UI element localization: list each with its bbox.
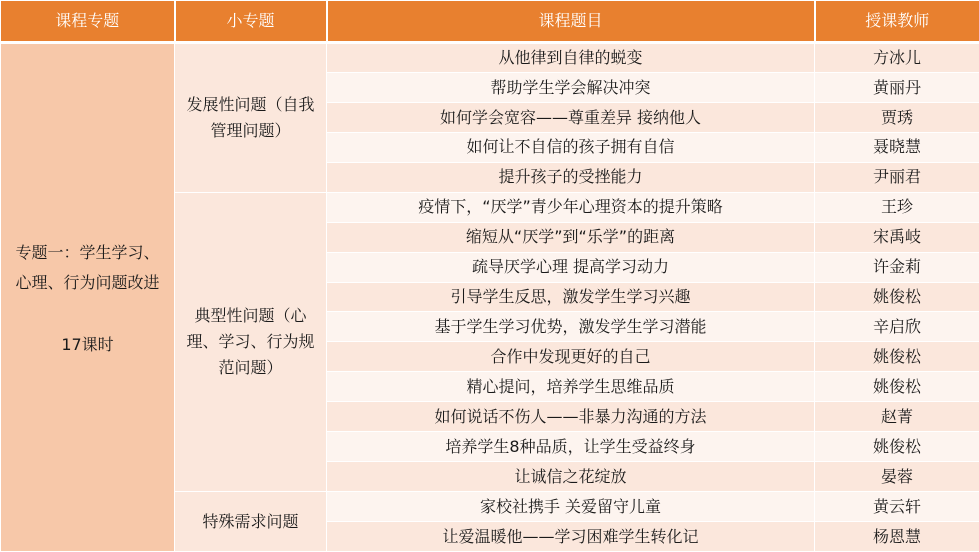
course-title: 家校社携手 关爱留守儿童 — [327, 492, 815, 522]
course-title: 如何让不自信的孩子拥有自信 — [327, 132, 815, 162]
course-title: 精心提问，培养学生思维品质 — [327, 372, 815, 402]
subtopic-cell — [175, 43, 327, 193]
subtopic-cell — [175, 192, 327, 491]
course-teacher: 姚俊松 — [815, 432, 979, 462]
topic-cell — [1, 43, 175, 552]
course-teacher: 姚俊松 — [815, 372, 979, 402]
course-teacher: 黄丽丹 — [815, 72, 979, 102]
subtopic-name: 典型性问题（心理、学习、行为规范问题） — [186, 305, 315, 377]
course-teacher: 赵菁 — [815, 402, 979, 432]
course-teacher: 尹丽君 — [815, 162, 979, 192]
course-title: 帮助学生学会解决冲突 — [327, 72, 815, 102]
course-teacher: 贾琇 — [815, 102, 979, 132]
topic-name: 专题一：学生学习、心理、行为问题改进 — [15, 242, 160, 292]
course-title: 让爱温暖他——学习困难学生转化记 — [327, 522, 815, 552]
course-teacher: 聂晓慧 — [815, 132, 979, 162]
topic-hours: 17课时 — [61, 334, 114, 354]
course-title: 基于学生学习优势，激发学生学习潜能 — [327, 312, 815, 342]
course-teacher: 方冰儿 — [815, 43, 979, 73]
course-title: 缩短从“厌学”到“乐学”的距离 — [327, 222, 815, 252]
course-teacher: 姚俊松 — [815, 342, 979, 372]
header-row — [1, 1, 979, 43]
table-body — [1, 43, 979, 552]
course-title: 疫情下，“厌学”青少年心理资本的提升策略 — [327, 192, 815, 222]
subtopic-cell — [175, 492, 327, 552]
course-title: 提升孩子的受挫能力 — [327, 162, 815, 192]
header-topic: 课程专题 — [1, 1, 175, 43]
header-title: 课程题目 — [327, 1, 815, 43]
course-teacher: 宋禹岐 — [815, 222, 979, 252]
course-teacher: 辛启欣 — [815, 312, 979, 342]
course-title: 培养学生8种品质，让学生受益终身 — [327, 432, 815, 462]
course-teacher: 姚俊松 — [815, 282, 979, 312]
course-title: 让诚信之花绽放 — [327, 462, 815, 492]
course-title: 合作中发现更好的自己 — [327, 342, 815, 372]
course-title: 如何学会宽容——尊重差异 接纳他人 — [327, 102, 815, 132]
course-teacher: 晏蓉 — [815, 462, 979, 492]
course-teacher: 黄云轩 — [815, 492, 979, 522]
course-title: 疏导厌学心理 提高学习动力 — [327, 252, 815, 282]
header-teacher: 授课教师 — [815, 1, 979, 43]
table-row — [1, 43, 979, 73]
course-teacher: 王珍 — [815, 192, 979, 222]
course-title: 如何说话不伤人——非暴力沟通的方法 — [327, 402, 815, 432]
course-title: 从他律到自律的蜕变 — [327, 43, 815, 73]
header-subtopic: 小专题 — [175, 1, 327, 43]
course-teacher: 杨恩慧 — [815, 522, 979, 552]
course-title: 引导学生反思，激发学生学习兴趣 — [327, 282, 815, 312]
subtopic-name: 发展性问题（自我管理问题） — [186, 94, 315, 140]
course-teacher: 许金莉 — [815, 252, 979, 282]
subtopic-name: 特殊需求问题 — [202, 511, 299, 531]
